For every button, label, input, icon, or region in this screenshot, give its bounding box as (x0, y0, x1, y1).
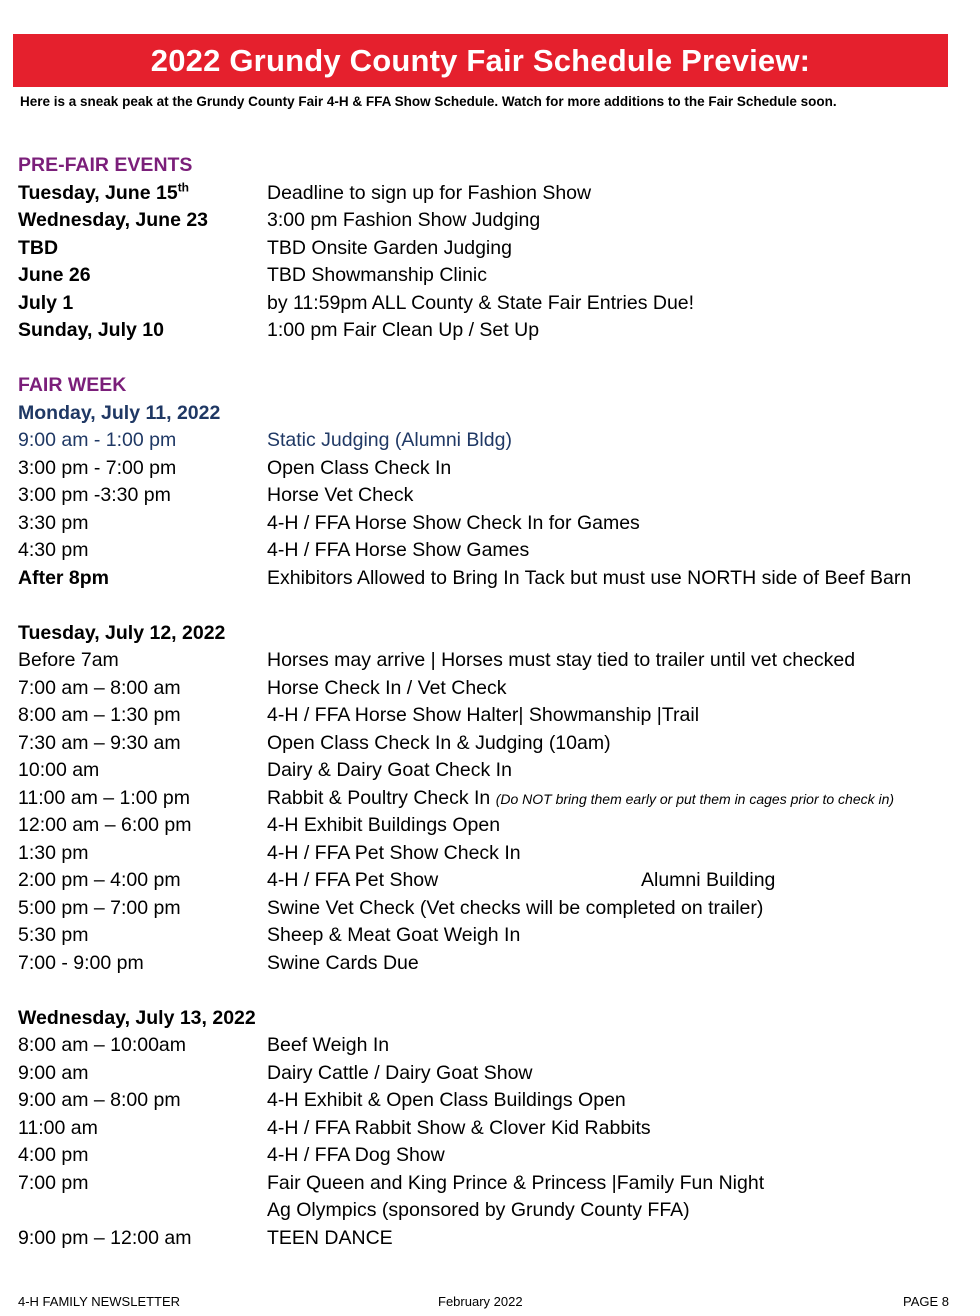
schedule (18, 152, 968, 1252)
schedule-time: 5:30 pm (18, 924, 89, 946)
footer-date: February 2022 (438, 1294, 523, 1309)
section-heading-fair-week (18, 372, 968, 400)
schedule-row (18, 1197, 968, 1225)
footer-newsletter-name: 4-H FAMILY NEWSLETTER (18, 1294, 181, 1309)
schedule-event: TBD Showmanship Clinic (267, 264, 487, 286)
schedule-time: 11:00 am – 1:00 pm (18, 786, 190, 809)
schedule-time: After 8pm (18, 566, 110, 589)
schedule-time: 8:00 am – 1:30 pm (18, 704, 181, 726)
schedule-event: 4-H Exhibit Buildings Open (267, 814, 501, 836)
day-heading-monday (18, 400, 968, 428)
schedule-row (18, 427, 968, 455)
schedule-event: TBD Onsite Garden Judging (267, 236, 512, 259)
event-note: (Do NOT bring them early or put them in cages prior to check in) (495, 790, 895, 807)
schedule-row (18, 675, 968, 703)
schedule-event: Fair Queen and King Prince & Princess |Family Fun Night (267, 1171, 765, 1194)
schedule-time: 7:00 - 9:00 pm (18, 951, 144, 974)
schedule-row (18, 1142, 968, 1170)
schedule-row (18, 1060, 968, 1088)
schedule-row (18, 702, 968, 730)
schedule-row (18, 565, 968, 593)
schedule-event: Dairy Cattle / Dairy Goat Show (267, 1061, 533, 1084)
schedule-row (18, 235, 968, 263)
schedule-time: 3:00 pm -3:30 pm (18, 484, 171, 506)
schedule-event: Swine Cards Due (267, 951, 419, 974)
spacer (18, 345, 968, 373)
schedule-row (18, 482, 968, 510)
schedule-event: 4-H / FFA Pet Show (267, 869, 439, 891)
schedule-row (18, 290, 968, 318)
schedule-time: Before 7am (18, 649, 119, 671)
spacer (18, 592, 968, 620)
day-heading: Monday, July 11, 2022 (18, 401, 221, 424)
schedule-row (18, 1225, 968, 1253)
schedule-time: 2:00 pm – 4:00 pm (18, 869, 181, 891)
schedule-event: 1:00 pm Fair Clean Up / Set Up (267, 319, 540, 341)
schedule-event: by 11:59pm ALL County & State Fair Entries Due! (267, 291, 695, 314)
schedule-event: Sheep & Meat Goat Weigh In (267, 924, 521, 946)
schedule-row (18, 455, 968, 483)
schedule-row (18, 922, 968, 950)
schedule-event: Static Judging (Alumni Bldg) (267, 429, 512, 451)
schedule-row (18, 867, 968, 895)
intro-text: Here is a sneak peak at the Grundy County Fair 4-H & FFA Show Schedule. Watch for more additions to the Fair Schedule soon. (20, 94, 837, 109)
schedule-event: 4-H / FFA Pet Show Check In (267, 841, 521, 864)
schedule-time: 3:00 pm - 7:00 pm (18, 456, 177, 479)
schedule-row (18, 840, 968, 868)
schedule-time: 5:00 pm – 7:00 pm (18, 896, 181, 919)
schedule-time: 3:30 pm (18, 511, 89, 534)
schedule-time: 7:30 am – 9:30 am (18, 731, 181, 754)
schedule-event: 4-H Exhibit & Open Class Buildings Open (267, 1089, 626, 1111)
schedule-event (267, 785, 894, 814)
schedule-row (18, 895, 968, 923)
day-heading: Wednesday, July 13, 2022 (18, 1006, 256, 1029)
schedule-row (18, 180, 968, 208)
schedule-event: Deadline to sign up for Fashion Show (267, 181, 592, 204)
day-heading: Tuesday, July 12, 2022 (18, 621, 226, 644)
schedule-event: 4-H / FFA Dog Show (267, 1144, 445, 1166)
event-text: Rabbit & Poultry Check In (267, 786, 491, 809)
schedule-row (18, 950, 968, 978)
schedule-date: Sunday, July 10 (18, 319, 164, 341)
section-heading-pre-fair (18, 152, 968, 180)
schedule-event: Horses may arrive | Horses must stay tied to trailer until vet checked (267, 649, 856, 671)
schedule-row (18, 317, 968, 345)
schedule-time: 1:30 pm (18, 841, 89, 864)
schedule-time: 8:00 am – 10:00am (18, 1034, 187, 1056)
schedule-row (18, 730, 968, 758)
schedule-row (18, 1170, 968, 1198)
schedule-row (18, 647, 968, 675)
schedule-event: 3:00 pm Fashion Show Judging (267, 209, 541, 231)
pre-fair-heading: PRE-FAIR EVENTS (18, 154, 193, 176)
schedule-event: Ag Olympics (sponsored by Grundy County FFA) (267, 1199, 690, 1221)
schedule-date: June 26 (18, 264, 91, 286)
schedule-row (18, 262, 968, 290)
schedule-event: Open Class Check In (267, 456, 452, 479)
date-text: Tuesday, June 15 (18, 181, 178, 204)
schedule-event: 4-H / FFA Horse Show Halter| Showmanship |Trail (267, 704, 700, 726)
schedule-date: TBD (18, 236, 59, 259)
schedule-row (18, 207, 968, 235)
schedule-time: 9:00 pm – 12:00 am (18, 1226, 192, 1249)
schedule-time: 4:30 pm (18, 539, 89, 561)
date-suffix: th (177, 180, 190, 194)
schedule-row (18, 1115, 968, 1143)
schedule-time: 9:00 am (18, 1061, 89, 1084)
schedule-event: Horse Check In / Vet Check (267, 676, 507, 699)
schedule-date: Wednesday, June 23 (18, 209, 209, 231)
title-banner (13, 34, 948, 87)
schedule-event: Open Class Check In & Judging (10am) (267, 731, 611, 754)
schedule-row (18, 510, 968, 538)
schedule-time: 9:00 am – 8:00 pm (18, 1089, 181, 1111)
day-heading-tuesday (18, 620, 968, 648)
schedule-row (18, 812, 968, 840)
schedule-row (18, 537, 968, 565)
schedule-date (18, 180, 189, 208)
fair-week-heading: FAIR WEEK (18, 374, 127, 396)
schedule-event: Beef Weigh In (267, 1034, 390, 1056)
day-heading-wednesday (18, 1005, 968, 1033)
schedule-event: TEEN DANCE (267, 1226, 393, 1249)
schedule-row (18, 785, 968, 813)
footer-page-number: PAGE 8 (903, 1294, 950, 1309)
schedule-time: 7:00 am – 8:00 am (18, 676, 181, 699)
schedule-row (18, 1032, 968, 1060)
schedule-date: July 1 (18, 291, 74, 314)
page-title: 2022 Grundy County Fair Schedule Preview: (150, 42, 811, 78)
schedule-event: Dairy & Dairy Goat Check In (267, 759, 512, 781)
schedule-event: Swine Vet Check (Vet checks will be completed on trailer) (267, 896, 764, 919)
schedule-row (18, 1087, 968, 1115)
schedule-time: 10:00 am (18, 759, 100, 781)
schedule-time: 4:00 pm (18, 1144, 89, 1166)
spacer (18, 977, 968, 1005)
schedule-event: 4-H / FFA Horse Show Check In for Games (267, 511, 640, 534)
schedule-time: 11:00 am (18, 1116, 98, 1139)
schedule-event: Horse Vet Check (267, 484, 414, 506)
event-location: Alumni Building (641, 869, 776, 891)
schedule-event: Exhibitors Allowed to Bring In Tack but must use NORTH side of Beef Barn (267, 566, 912, 589)
schedule-time: 7:00 pm (18, 1171, 89, 1194)
schedule-time: 12:00 am – 6:00 pm (18, 814, 192, 836)
schedule-time: 9:00 am - 1:00 pm (18, 429, 177, 451)
schedule-event: 4-H / FFA Rabbit Show & Clover Kid Rabbits (267, 1116, 651, 1139)
schedule-event: 4-H / FFA Horse Show Games (267, 539, 530, 561)
schedule-row (18, 757, 968, 785)
